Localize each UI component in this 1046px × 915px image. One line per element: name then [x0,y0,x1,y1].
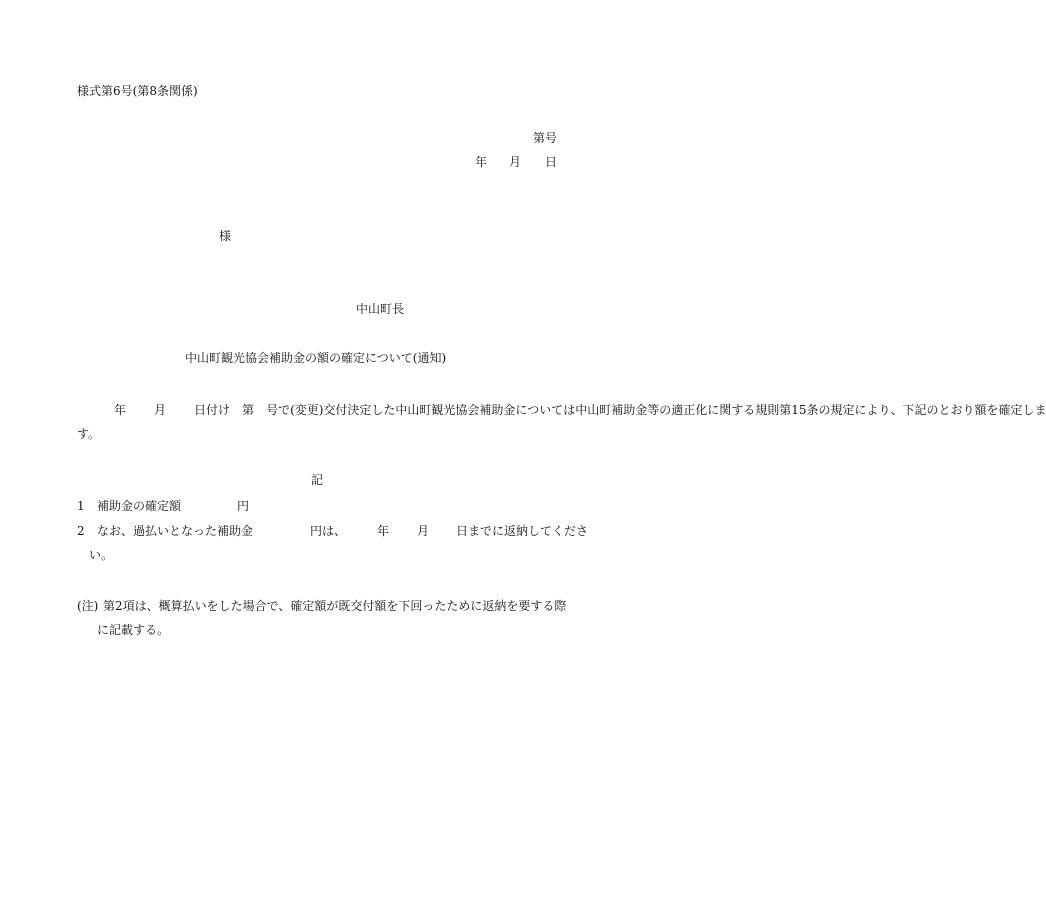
item-2-continuation: い。 [89,548,114,562]
body-line-3: す。 [77,427,101,441]
item-2-label: なお、過払いとなった補助金 [97,524,254,538]
item-1-number: 1 [77,499,85,513]
sender-title: 中山町長 [356,302,405,316]
document-subject: 中山町観光協会補助金の額の確定について(通知) [185,351,447,365]
note-prefix: (注) [77,599,99,613]
item-2-month: 月 [417,524,430,538]
item-1-label: 補助金の確定額 [97,499,182,513]
item-2-unit: 円は、 [310,524,347,538]
date-day-label: 日 [545,155,558,169]
item-2-year: 年 [377,524,390,538]
body-text: 号で(変更)交付決定した中山町観光協会補助金については中山町補助金等の適正化に関する規則第15条の規定により、下記のとおり額を確定しま [266,403,1046,417]
record-heading: 記 [311,473,324,487]
form-number: 様式第6号(第8条関係) [77,84,198,98]
item-2-day-text: 日までに返納してくださ [456,524,589,538]
date-month-label: 月 [509,155,522,169]
item-2-number: 2 [77,524,85,538]
document-number: 第号 [533,131,558,145]
date-year-label: 年 [475,155,488,169]
item-1-unit: 円 [237,499,250,513]
body-line-1: 年 月 日付け 第 号で(変更)交付決定した中山町観光協会補助金については中山町補助金等の適正化に関する規則第15条の規定により、下記のとおり額を確定しま [114,403,1046,417]
note-text: 第2項は、概算払いをした場合で、確定額が既交付額を下回ったために返納を要する際 [103,599,567,613]
addressee-suffix: 様 [219,229,232,243]
body-paragraph [77,398,1046,446]
note-continuation: に記載する。 [97,623,170,637]
